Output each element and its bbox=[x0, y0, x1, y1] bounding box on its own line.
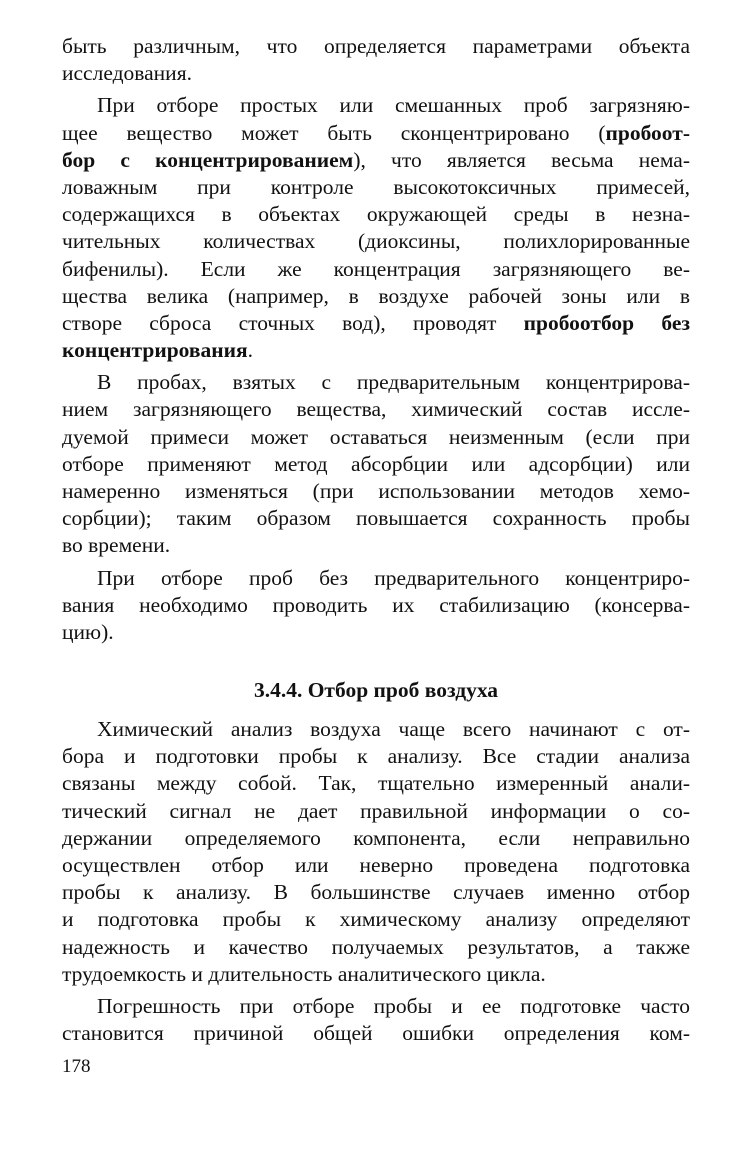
text-line bbox=[62, 310, 690, 337]
section-heading: 3.4.4. Отбор проб воздуха bbox=[253, 678, 499, 702]
bold-term: бор с концентрированием bbox=[62, 147, 354, 172]
text-line: становится причиной общей ошибки определения ком- bbox=[62, 1021, 690, 1046]
paragraph-6 bbox=[62, 993, 690, 1047]
page-body-top bbox=[62, 33, 690, 646]
text-line: пробы к анализу. В большинстве случаев именно отбор bbox=[62, 880, 690, 905]
text-line bbox=[62, 337, 690, 364]
page-body-bottom bbox=[62, 716, 690, 1047]
text-line: При отборе проб без предварительного концентриро- bbox=[97, 565, 690, 590]
text-line: во времени. bbox=[62, 533, 171, 558]
text-line: Химический анализ воздуха чаще всего начинают с от- bbox=[97, 717, 690, 741]
text-run: . bbox=[247, 338, 254, 363]
text-run: щее вещество может быть сконцентрировано ( bbox=[62, 120, 606, 145]
text-line: ловажным при контроле высокотоксичных примесей, bbox=[62, 174, 690, 199]
page-number: 178 bbox=[62, 1056, 91, 1077]
text-line: нием загрязняющего вещества, химический состав иссле- bbox=[62, 397, 690, 422]
text-line: Погрешность при отборе пробы и ее подготовке часто bbox=[97, 993, 690, 1018]
text-line: содержащихся в объектах окружающей среды в незна- bbox=[62, 202, 690, 227]
text-line: намеренно изменяться (при использовании методов хемо- bbox=[62, 479, 690, 503]
text-line: бифенилы). Если же концентрация загрязняющего ве- bbox=[62, 256, 690, 281]
text-line: При отборе простых или смешанных проб загрязняю- bbox=[97, 93, 690, 118]
text-line: отборе применяют метод абсорбции или адсорбции) или bbox=[62, 451, 690, 476]
text-line: вания необходимо проводить их стабилизацию (консерва- bbox=[62, 592, 690, 617]
paragraph-5 bbox=[62, 716, 690, 988]
text-run: ), что является весьма нема- bbox=[353, 147, 690, 172]
paragraph-1 bbox=[62, 33, 690, 87]
bold-term: пробоотбор без bbox=[523, 310, 691, 335]
paragraph-2 bbox=[62, 92, 690, 364]
text-line: тический сигнал не дает правильной информации о со- bbox=[62, 798, 690, 823]
text-line: дуемой примеси может оставаться неизменным (если при bbox=[62, 424, 690, 449]
text-line: щества велика (например, в воздухе рабочей зоны или в bbox=[62, 283, 690, 308]
text-line: быть различным, что определяется параметрами объекта bbox=[62, 34, 690, 58]
bold-term: пробоот- bbox=[605, 120, 690, 145]
text-line: чительных количествах (диоксины, полихлорированные bbox=[62, 229, 690, 254]
text-line: и подготовка пробы к химическому анализу определяют bbox=[62, 907, 690, 932]
text-run: створе сброса сточных вод), проводят bbox=[62, 310, 524, 335]
text-line bbox=[62, 147, 690, 174]
paragraph-4 bbox=[62, 565, 690, 647]
text-line: связаны между собой. Так, тщательно измеренный анали- bbox=[62, 771, 690, 796]
text-line: исследования. bbox=[62, 61, 192, 86]
text-line: В пробах, взятых с предварительным концентрирова- bbox=[97, 370, 690, 395]
paragraph-3 bbox=[62, 369, 690, 559]
text-line: бора и подготовки пробы к анализу. Все стадии анализа bbox=[62, 744, 690, 769]
text-line: держании определяемого компонента, если неправильно bbox=[62, 825, 690, 850]
text-line: надежность и качество получаемых результатов, а также bbox=[62, 934, 690, 959]
text-line: осуществлен отбор или неверно проведена подготовка bbox=[62, 852, 690, 877]
text-line: цию). bbox=[62, 619, 114, 644]
text-line: сорбции); таким образом повышается сохранность пробы bbox=[62, 506, 690, 531]
bold-term: концентрирования bbox=[62, 338, 248, 363]
text-line bbox=[62, 120, 690, 147]
text-line: трудоемкость и длительность аналитического цикла. bbox=[62, 961, 546, 986]
